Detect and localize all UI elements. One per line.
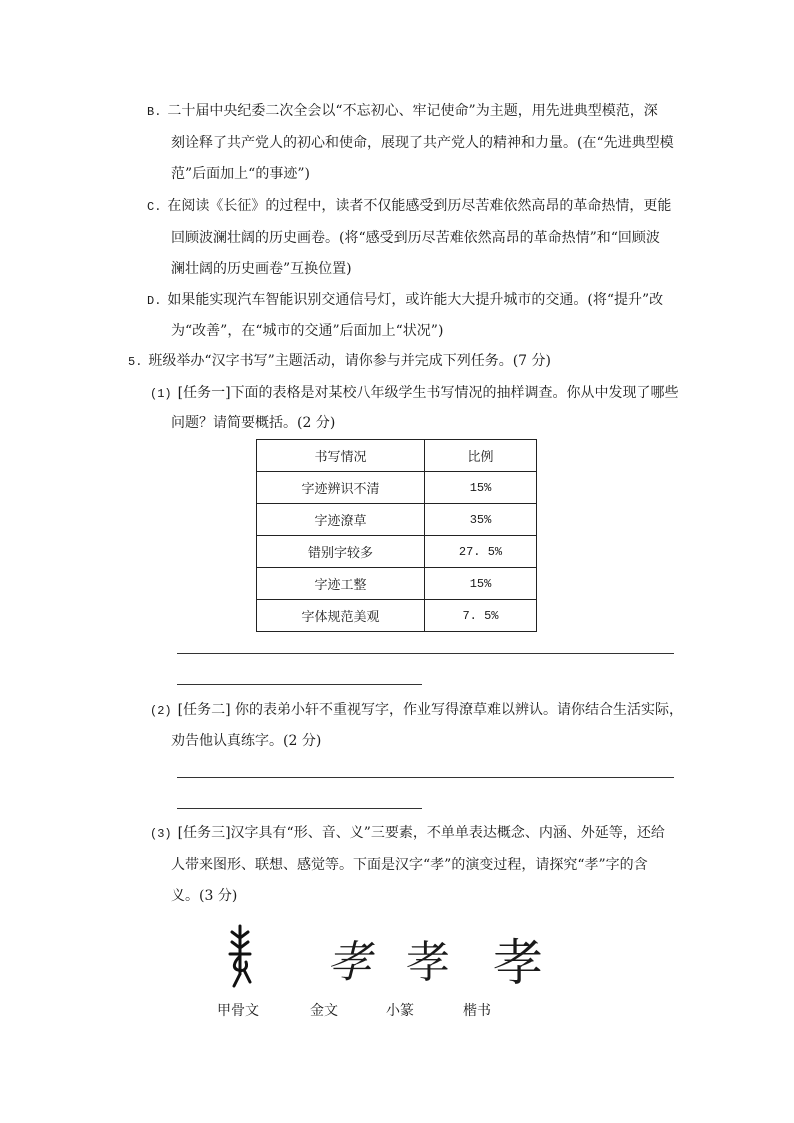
seal-xiao-glyph: 孝 [406,937,450,988]
table-row [257,536,537,568]
table-cell-ratio: 7. 5% [425,600,537,632]
bronze-xiao-glyph: 孝 [327,937,371,988]
table-row [257,472,537,504]
option-c-line-1 [147,196,671,217]
table-header-row [257,440,537,472]
task1-line-1 [150,383,679,404]
option-b-line-1 [147,101,658,122]
task2-text-1: [任务二] 你的表弟小轩不重视写字，作业写得潦草难以辨认。请你结合生活实际， [177,702,683,718]
option-c-line-3: 澜壮阔的历史画卷”互换位置) [171,261,352,277]
task1-answer-line-1[interactable] [177,653,674,654]
oracle-bone-xiao-glyph [220,922,260,992]
caption-regular: 楷书 [463,1003,491,1019]
caption-oracle-bone: 甲骨文 [217,1003,259,1019]
table-row [257,568,537,600]
option-d-label: D. [147,294,162,308]
caption-seal: 小篆 [386,1003,414,1019]
table-cell-ratio: 15% [425,568,537,600]
question-5-number: 5. [128,355,143,369]
table-header-ratio: 比例 [425,440,537,472]
table-cell-situation: 错别字较多 [257,536,425,568]
task2-line-2: 劝告他认真练字。(2 分) [171,733,322,749]
table-header-situation: 书写情况 [257,440,425,472]
option-d-line-1 [147,290,663,311]
table-cell-situation: 字迹辨识不清 [257,472,425,504]
option-c-label: C. [147,200,162,214]
regular-xiao-glyph: 孝 [493,934,543,992]
option-b-line-2: 刻诠释了共产党人的初心和使命，展现了共产党人的精神和力量。(在“先进典型模 [171,135,674,151]
task1-number: (1) [150,387,172,401]
option-b-text-1: 二十届中央纪委二次全会以“不忘初心、牢记使命”为主题，用先进典型模范，深 [167,103,658,119]
option-c-line-2: 回顾波澜壮阔的历史画卷。(将“感受到历尽苦难依然高昂的革命热情”和“回顾波 [171,230,660,246]
option-d-text-1: 如果能实现汽车智能识别交通信号灯，或许能大大提升城市的交通。(将“提升”改 [167,292,664,308]
task3-line-3: 义。(3 分) [171,888,238,904]
question-5-text: 班级举办“汉字书写”主题活动，请你参与并完成下列任务。(7 分) [148,353,552,369]
task3-line-1 [150,823,665,844]
option-b-line-3: 范”后面加上“的事迹”) [171,166,310,182]
table-row [257,504,537,536]
task3-line-2: 人带来图形、联想、感觉等。下面是汉字“孝”的演变过程，请探究“孝”字的含 [171,857,648,873]
task2-answer-line-1[interactable] [177,777,674,778]
table-cell-situation: 字迹工整 [257,568,425,600]
option-d-line-2: 为“改善”，在“城市的交通”后面加上“状况”) [171,323,444,339]
survey-table [256,439,537,632]
table-cell-ratio: 15% [425,472,537,504]
table-row [257,600,537,632]
option-b-label: B. [147,105,162,119]
caption-bronze: 金文 [310,1003,338,1019]
task1-answer-line-2[interactable] [177,684,422,685]
table-cell-ratio: 35% [425,504,537,536]
task1-text-1: [任务一]下面的表格是对某校八年级学生书写情况的抽样调查。你从中发现了哪些 [177,385,679,401]
task1-line-2: 问题？请简要概括。(2 分) [171,415,336,431]
table-cell-situation: 字体规范美观 [257,600,425,632]
question-5 [128,351,551,372]
task2-answer-line-2[interactable] [177,808,422,809]
task2-number: (2) [150,704,172,718]
task3-number: (3) [150,827,172,841]
option-c-text-1: 在阅读《长征》的过程中，读者不仅能感受到历尽苦难依然高昂的革命热情，更能 [167,198,672,214]
task2-line-1 [150,700,683,721]
table-cell-situation: 字迹潦草 [257,504,425,536]
task3-text-1: [任务三]汉字具有“形、音、义”三要素，不单单表达概念、内涵、外延等，还给 [177,825,665,841]
table-cell-ratio: 27. 5% [425,536,537,568]
